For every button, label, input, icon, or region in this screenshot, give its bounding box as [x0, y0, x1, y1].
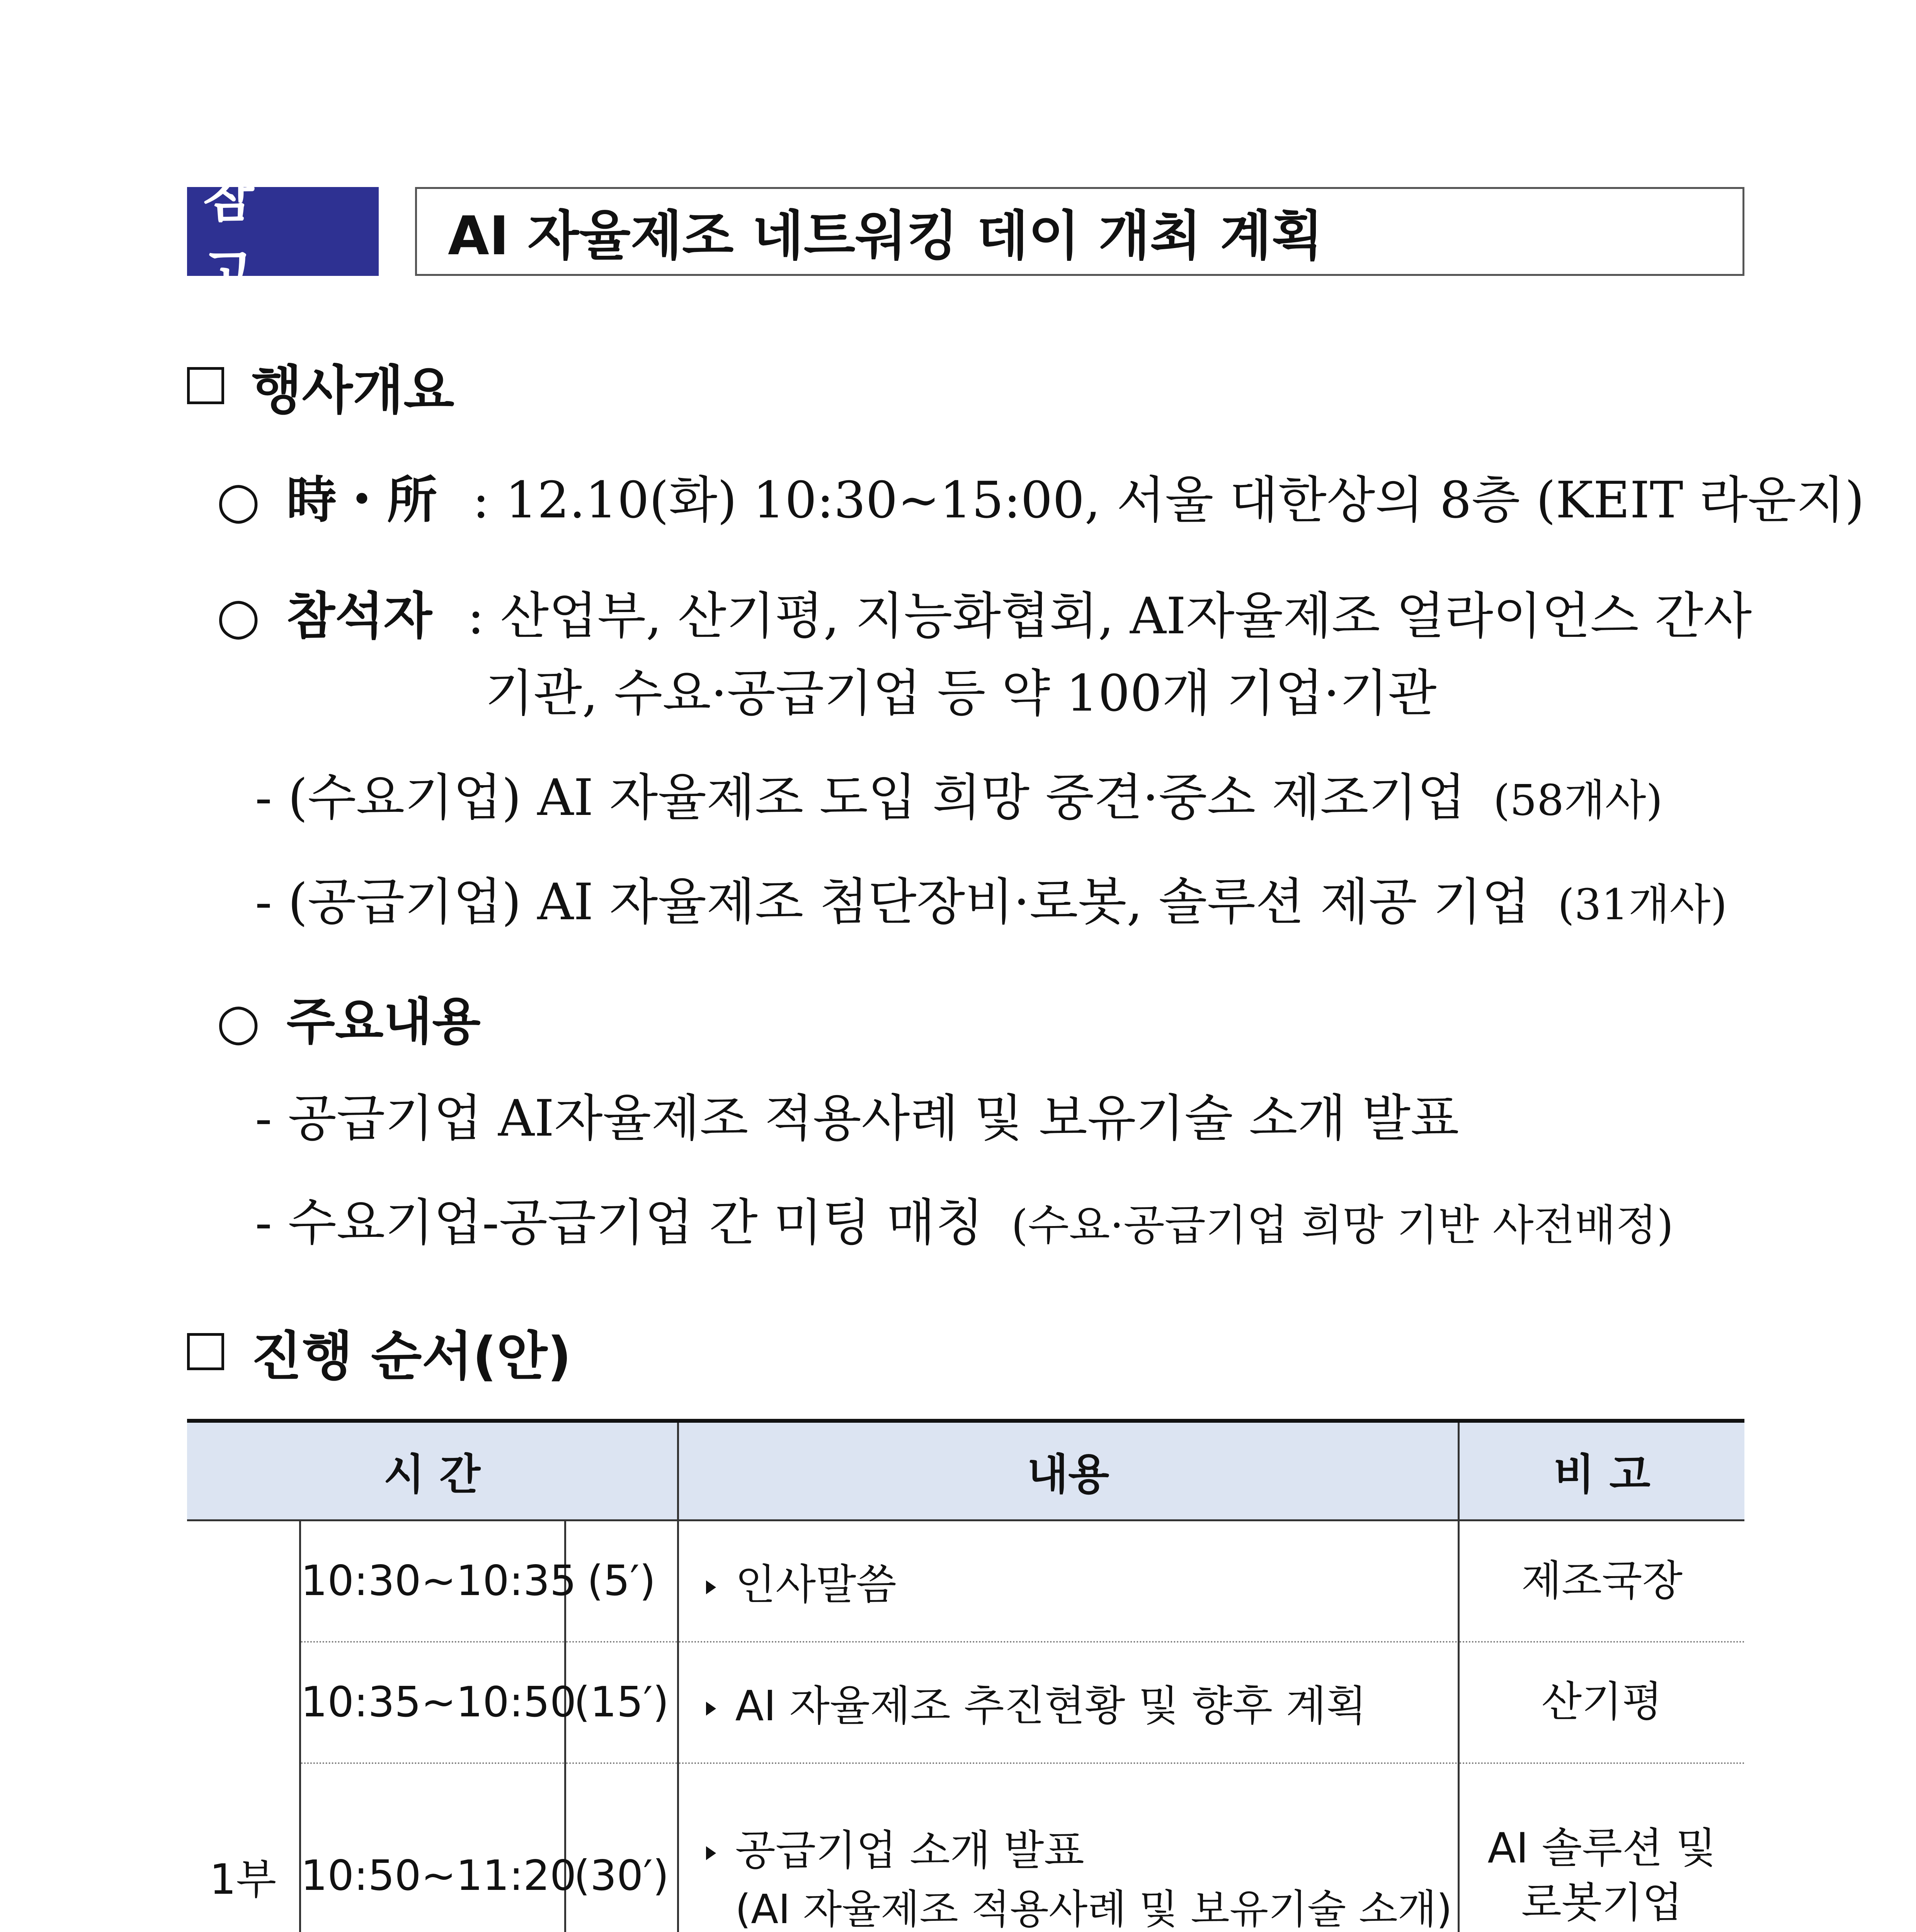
when-where-value: : 12.10(화) 10:30~15:00, 서울 대한상의 8층 (KEIT 라운지) — [472, 471, 1865, 529]
header-time: 시 간 — [187, 1421, 678, 1520]
attendees-line — [216, 576, 1752, 648]
triangle-bullet-icon — [706, 1580, 716, 1594]
table-header-row — [187, 1421, 1744, 1520]
main-content-label: 주요내용 — [286, 992, 481, 1051]
main-item-2-note: (수요·공급기업 희망 기반 사전배정) — [1011, 1201, 1674, 1250]
section-schedule-title: 진행 순서(안) — [251, 1326, 572, 1387]
when-where-label: 時・所 — [286, 470, 437, 529]
section-overview-title: 행사개요 — [251, 360, 454, 421]
header-note: 비 고 — [1458, 1421, 1744, 1520]
circle-bullet-icon: ○ — [216, 471, 260, 529]
content-text: 공급기업 소개 발표 — [735, 1827, 1084, 1875]
reference-badge: 참 고 — [187, 187, 379, 276]
demand-line — [255, 757, 1662, 830]
time-cell: 10:30~10:35 — [300, 1520, 565, 1642]
note-cell: 제조국장 — [1458, 1520, 1744, 1642]
when-where-line — [216, 460, 1864, 532]
main-item-1: - 공급기업 AI자율제조 적용사례 및 보유기술 소개 발표 — [255, 1089, 1459, 1148]
note-cell — [1458, 1763, 1744, 1932]
time-cell: 10:50~11:20 — [300, 1763, 565, 1932]
circle-bullet-icon: ○ — [216, 587, 260, 645]
section-overview-heading — [187, 348, 454, 423]
note-text-2: 로봇기업 — [1521, 1878, 1683, 1927]
content-cell — [678, 1520, 1458, 1642]
header-content: 내용 — [678, 1421, 1458, 1520]
part-cell: 1부 — [187, 1520, 300, 1932]
supply-count: (31개사) — [1558, 880, 1727, 929]
content-cell — [678, 1642, 1458, 1763]
circle-bullet-icon: ○ — [216, 992, 260, 1051]
supply-text: - (공급기업) AI 자율제조 첨단장비·로봇, 솔루션 제공 기업 — [255, 872, 1530, 931]
document-title: AI 자율제조 네트워킹 데이 개최 계획 — [415, 187, 1744, 276]
main-item-2 — [255, 1182, 1673, 1255]
schedule-table — [187, 1419, 1744, 1932]
duration-cell: (30′) — [565, 1763, 678, 1932]
content-text: 인사말씀 — [735, 1561, 897, 1609]
section-schedule-heading — [187, 1314, 572, 1389]
checkbox-square-icon — [187, 367, 224, 404]
note-cell: 산기평 — [1458, 1642, 1744, 1763]
triangle-bullet-icon — [706, 1702, 716, 1716]
demand-text: - (수요기업) AI 자율제조 도입 희망 중견·중소 제조기업 — [255, 768, 1466, 827]
attendees-value-cont: 기관, 수요·공급기업 등 약 100개 기업·기관 — [485, 664, 1437, 723]
content-subtext: (AI 자율제조 적용사례 및 보유기술 소개) — [735, 1886, 1452, 1932]
table-row — [187, 1763, 1744, 1932]
table-row — [187, 1642, 1744, 1763]
note-text: AI 솔루션 및 — [1487, 1824, 1717, 1873]
time-cell: 10:35~10:50 — [300, 1642, 565, 1763]
supply-line — [255, 862, 1727, 934]
duration-cell: (5′) — [565, 1520, 678, 1642]
attendees-value: : 산업부, 산기평, 지능화협회, AI자율제조 얼라이언스 간사 — [467, 587, 1752, 645]
main-content-line — [216, 981, 481, 1054]
checkbox-square-icon — [187, 1333, 224, 1370]
main-item-2-text: - 수요기업-공급기업 간 미팅 매칭 — [255, 1193, 984, 1252]
attendees-label: 참석자 — [286, 586, 432, 645]
duration-cell: (15′) — [565, 1642, 678, 1763]
table-row — [187, 1520, 1744, 1642]
content-text: AI 자율제조 추진현황 및 향후 계획 — [735, 1682, 1367, 1730]
demand-count: (58개사) — [1493, 776, 1663, 825]
content-cell — [678, 1763, 1458, 1932]
triangle-bullet-icon — [706, 1846, 716, 1860]
